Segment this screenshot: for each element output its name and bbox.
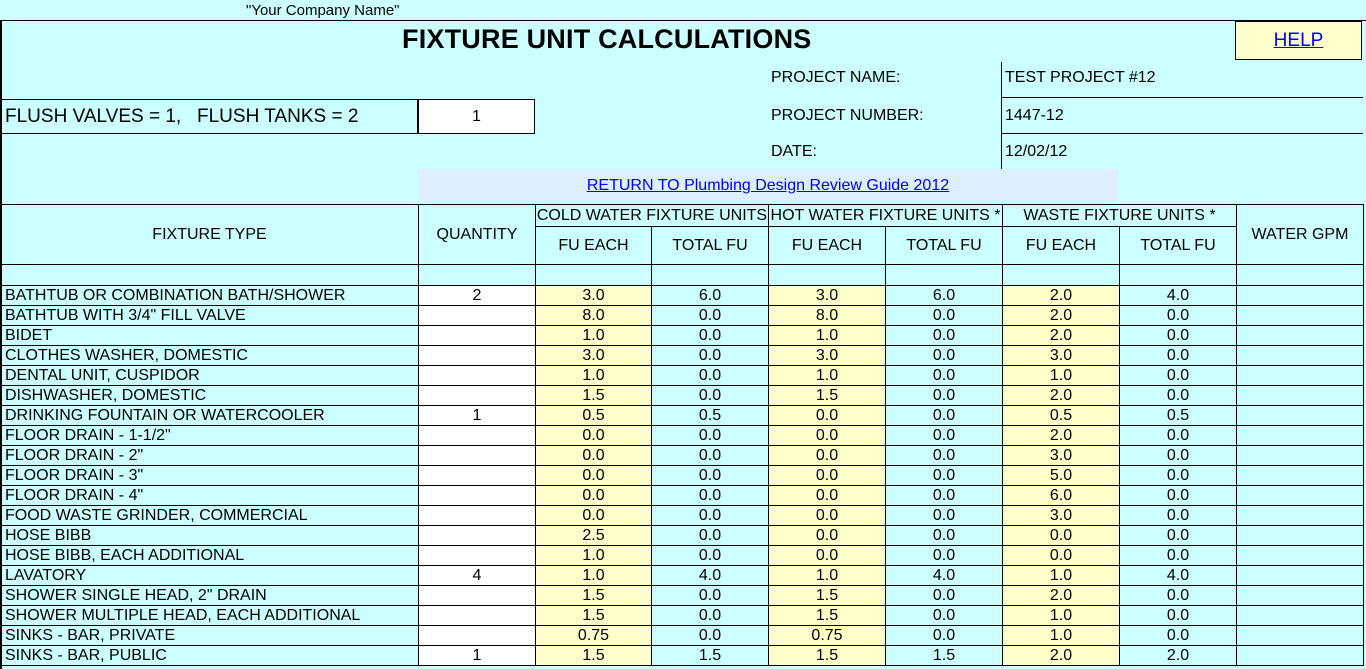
waste-fu-each[interactable]: 2.0: [1003, 426, 1120, 446]
table-row: [1, 446, 1364, 466]
water-gpm-cell: [1237, 366, 1364, 386]
hot-fu-each[interactable]: 0.0: [769, 526, 886, 546]
flush-label: FLUSH VALVES = 1, FLUSH TANKS = 2: [5, 106, 359, 127]
cold-fu-each[interactable]: 1.0: [536, 546, 652, 566]
table-row: [1, 606, 1364, 626]
quantity-input[interactable]: [419, 446, 536, 466]
hot-total-fu: 0.0: [886, 346, 1003, 366]
spacer-cell: [886, 265, 1003, 286]
water-gpm-cell: [1237, 426, 1364, 446]
cold-total-fu: 0.5: [652, 406, 769, 426]
hot-fu-each[interactable]: 1.5: [769, 606, 886, 626]
fixture-name: HOSE BIBB: [1, 526, 419, 546]
cold-fu-each[interactable]: 3.0: [536, 346, 652, 366]
cold-fu-each[interactable]: 1.5: [536, 386, 652, 406]
project-number-label: PROJECT NUMBER:: [771, 107, 924, 124]
waste-total-fu: 0.0: [1120, 386, 1237, 406]
fixture-name: SHOWER SINGLE HEAD, 2" DRAIN: [1, 586, 419, 606]
waste-total-fu: 0.0: [1120, 606, 1237, 626]
quantity-input[interactable]: [419, 366, 536, 386]
table-row: [1, 626, 1364, 646]
spacer-cell: [769, 265, 886, 286]
quantity-input[interactable]: [419, 426, 536, 446]
waste-fu-each[interactable]: 2.0: [1003, 646, 1120, 666]
waste-total-fu: 2.0: [1120, 646, 1237, 666]
fixture-name: FLOOR DRAIN - 4": [1, 486, 419, 506]
waste-fu-each[interactable]: 1.0: [1003, 626, 1120, 646]
table-row: [1, 286, 1364, 306]
flush-label-cell: [0, 99, 418, 134]
waste-total-fu: 0.0: [1120, 546, 1237, 566]
help-cell: [1235, 21, 1362, 60]
quantity-input[interactable]: [419, 386, 536, 406]
quantity-input[interactable]: 4: [419, 566, 536, 586]
quantity-header: QUANTITY: [419, 205, 536, 265]
project-name-label: PROJECT NAME:: [771, 69, 901, 86]
waste-fu-each[interactable]: 0.0: [1003, 546, 1120, 566]
fixture-name: CLOTHES WASHER, DOMESTIC: [1, 346, 419, 366]
waste-total-fu: 0.0: [1120, 586, 1237, 606]
hot-total-fu: 6.0: [886, 286, 1003, 306]
table-row: [1, 566, 1364, 586]
cold-fu-each[interactable]: 0.0: [536, 426, 652, 446]
water-gpm-cell: [1237, 606, 1364, 626]
cold-fu-each[interactable]: 1.0: [536, 566, 652, 586]
help-link[interactable]: HELP: [1273, 30, 1324, 51]
cold-fu-each[interactable]: 1.0: [536, 326, 652, 346]
hot-fu-each[interactable]: 1.5: [769, 386, 886, 406]
cold-total-fu: 0.0: [652, 306, 769, 326]
quantity-input[interactable]: 1: [419, 646, 536, 666]
hot-fu-each[interactable]: 0.75: [769, 626, 886, 646]
cold-fu-each[interactable]: 0.75: [536, 626, 652, 646]
cold-total-fu: 0.0: [652, 426, 769, 446]
waste-fu-each[interactable]: 3.0: [1003, 506, 1120, 526]
water-gpm-cell: [1237, 566, 1364, 586]
waste-total-fu: 0.0: [1120, 446, 1237, 466]
project-number-value[interactable]: 1447-12: [1005, 107, 1064, 124]
table-row: [1, 326, 1364, 346]
cold-total-fu: 0.0: [652, 346, 769, 366]
water-gpm-cell: [1237, 286, 1364, 306]
table-row: [1, 546, 1364, 566]
water-gpm-cell: [1237, 646, 1364, 666]
hot-total-fu: 0.0: [886, 326, 1003, 346]
spacer-cell: [419, 265, 536, 286]
quantity-input[interactable]: [419, 486, 536, 506]
quantity-input[interactable]: [419, 606, 536, 626]
table-row: [1, 346, 1364, 366]
cold-fu-each[interactable]: 1.5: [536, 646, 652, 666]
water-gpm-cell: [1237, 406, 1364, 426]
hot-fu-each[interactable]: 3.0: [769, 286, 886, 306]
waste-total-fu: 0.0: [1120, 466, 1237, 486]
hot-fu-each[interactable]: 0.0: [769, 506, 886, 526]
water-gpm-cell: [1237, 306, 1364, 326]
waste-total-fu: 0.5: [1120, 406, 1237, 426]
hot-fu-each[interactable]: 0.0: [769, 466, 886, 486]
quantity-input[interactable]: [419, 466, 536, 486]
fixture-name: SINKS - BAR, PRIVATE: [1, 626, 419, 646]
quantity-input[interactable]: [419, 546, 536, 566]
hot-fu-each[interactable]: 0.0: [769, 486, 886, 506]
waste-fu-each[interactable]: 6.0: [1003, 486, 1120, 506]
waste-fu-each[interactable]: 2.0: [1003, 326, 1120, 346]
quantity-input[interactable]: [419, 506, 536, 526]
waste-fu-each[interactable]: 2.0: [1003, 386, 1120, 406]
spacer-cell: [1, 265, 419, 286]
waste-fu-each[interactable]: 2.0: [1003, 286, 1120, 306]
hot-total-fu: 0.0: [886, 306, 1003, 326]
fixture-name: BATHTUB OR COMBINATION BATH/SHOWER: [1, 286, 419, 306]
table-row: [1, 406, 1364, 426]
hot-fu-each[interactable]: 1.5: [769, 646, 886, 666]
table-row: [1, 586, 1364, 606]
fixture-name: BATHTUB WITH 3/4" FILL VALVE: [1, 306, 419, 326]
waste-fu-each[interactable]: 3.0: [1003, 346, 1120, 366]
table-row: [1, 506, 1364, 526]
cold-fu-each[interactable]: 3.0: [536, 286, 652, 306]
cold-total-fu: 4.0: [652, 566, 769, 586]
quantity-input[interactable]: [419, 346, 536, 366]
cold-total-fu: 0.0: [652, 386, 769, 406]
waste-total-fu: 0.0: [1120, 326, 1237, 346]
hot-total-fu: 0.0: [886, 546, 1003, 566]
water-gpm-cell: [1237, 586, 1364, 606]
table-row: [1, 386, 1364, 406]
hot-fu-each-header: FU EACH: [769, 227, 886, 265]
cold-fu-each[interactable]: 1.5: [536, 586, 652, 606]
fixture-name: DRINKING FOUNTAIN OR WATERCOOLER: [1, 406, 419, 426]
waste-fu-each[interactable]: 2.0: [1003, 586, 1120, 606]
water-gpm-cell: [1237, 386, 1364, 406]
quantity-input[interactable]: [419, 586, 536, 606]
waste-fu-each[interactable]: 2.0: [1003, 306, 1120, 326]
waste-fu-each[interactable]: 0.0: [1003, 526, 1120, 546]
water-gpm-cell: [1237, 346, 1364, 366]
hot-total-fu: 0.0: [886, 366, 1003, 386]
water-gpm-cell: [1237, 526, 1364, 546]
fixture-name: SHOWER MULTIPLE HEAD, EACH ADDITIONAL: [1, 606, 419, 626]
waste-fu-each[interactable]: 1.0: [1003, 566, 1120, 586]
water-gpm-cell: [1237, 326, 1364, 346]
quantity-input[interactable]: [419, 306, 536, 326]
fixture-name: HOSE BIBB, EACH ADDITIONAL: [1, 546, 419, 566]
cold-fu-each[interactable]: 2.5: [536, 526, 652, 546]
hot-water-header: HOT WATER FIXTURE UNITS *: [769, 205, 1003, 227]
project-name-value[interactable]: TEST PROJECT #12: [1005, 69, 1156, 86]
waste-total-fu: 0.0: [1120, 306, 1237, 326]
company-name: "Your Company Name": [246, 2, 400, 19]
cold-total-fu: 0.0: [652, 586, 769, 606]
water-gpm-cell: [1237, 446, 1364, 466]
hot-total-fu: 0.0: [886, 626, 1003, 646]
hot-fu-each[interactable]: 1.0: [769, 566, 886, 586]
hot-fu-each[interactable]: 0.0: [769, 406, 886, 426]
hot-fu-each[interactable]: 1.0: [769, 326, 886, 346]
spacer-cell: [1120, 265, 1237, 286]
hot-total-fu: 0.0: [886, 586, 1003, 606]
hot-total-fu: 0.0: [886, 606, 1003, 626]
hot-total-fu: 0.0: [886, 386, 1003, 406]
spacer-cell: [1003, 265, 1120, 286]
fixture-name: DISHWASHER, DOMESTIC: [1, 386, 419, 406]
waste-total-fu: 0.0: [1120, 366, 1237, 386]
table-row: [1, 526, 1364, 546]
waste-total-fu: 0.0: [1120, 486, 1237, 506]
date-value[interactable]: 12/02/12: [1005, 143, 1068, 160]
cold-total-fu: 0.0: [652, 626, 769, 646]
hot-total-fu: 0.0: [886, 506, 1003, 526]
cold-total-fu: 0.0: [652, 546, 769, 566]
waste-fu-each[interactable]: 1.0: [1003, 606, 1120, 626]
waste-fu-each[interactable]: 0.5: [1003, 406, 1120, 426]
hot-total-fu: 0.0: [886, 446, 1003, 466]
table-row: [1, 366, 1364, 386]
waste-fu-each[interactable]: 5.0: [1003, 466, 1120, 486]
cold-total-fu: 0.0: [652, 446, 769, 466]
waste-total-fu: 0.0: [1120, 526, 1237, 546]
hot-fu-each[interactable]: 0.0: [769, 426, 886, 446]
cold-total-fu: 1.5: [652, 646, 769, 666]
water-gpm-cell: [1237, 486, 1364, 506]
date-label: DATE:: [771, 143, 817, 160]
hot-total-fu: 4.0: [886, 566, 1003, 586]
spacer-cell: [536, 265, 652, 286]
fixture-name: FLOOR DRAIN - 2": [1, 446, 419, 466]
cold-fu-each[interactable]: 0.0: [536, 506, 652, 526]
fixture-table: [0, 204, 1364, 666]
cold-fu-each-header: FU EACH: [536, 227, 652, 265]
flush-value-input[interactable]: 1: [418, 99, 535, 134]
cold-fu-each[interactable]: 8.0: [536, 306, 652, 326]
cold-total-fu-header: TOTAL FU: [652, 227, 769, 265]
quantity-input[interactable]: [419, 626, 536, 646]
sheet-top-border: [0, 20, 1366, 21]
table-row: [1, 306, 1364, 326]
fixture-name: FOOD WASTE GRINDER, COMMERCIAL: [1, 506, 419, 526]
cold-total-fu: 0.0: [652, 526, 769, 546]
hot-total-fu: 1.5: [886, 646, 1003, 666]
hot-fu-each[interactable]: 1.0: [769, 366, 886, 386]
hot-fu-each[interactable]: 3.0: [769, 346, 886, 366]
cold-water-header: COLD WATER FIXTURE UNITS: [536, 205, 769, 227]
waste-fu-each-header: FU EACH: [1003, 227, 1120, 265]
water-gpm-cell: [1237, 506, 1364, 526]
cold-fu-each[interactable]: 0.0: [536, 446, 652, 466]
cold-total-fu: 0.0: [652, 466, 769, 486]
return-bar: [418, 169, 1118, 202]
cold-total-fu: 6.0: [652, 286, 769, 306]
cold-fu-each[interactable]: 1.5: [536, 606, 652, 626]
table-row: [1, 426, 1364, 446]
waste-total-fu-header: TOTAL FU: [1120, 227, 1237, 265]
fixture-type-header: FIXTURE TYPE: [1, 205, 419, 265]
hot-total-fu: 0.0: [886, 466, 1003, 486]
water-gpm-cell: [1237, 626, 1364, 646]
fixture-name: DENTAL UNIT, CUSPIDOR: [1, 366, 419, 386]
hot-fu-each[interactable]: 0.0: [769, 446, 886, 466]
cold-fu-each[interactable]: 0.0: [536, 466, 652, 486]
hot-total-fu: 0.0: [886, 526, 1003, 546]
quantity-input[interactable]: 1: [419, 406, 536, 426]
spacer-cell: [652, 265, 769, 286]
water-gpm-cell: [1237, 546, 1364, 566]
waste-total-fu: 0.0: [1120, 506, 1237, 526]
spacer-cell: [1237, 265, 1364, 286]
fixture-name: SINKS - BAR, PUBLIC: [1, 646, 419, 666]
fixture-name: FLOOR DRAIN - 3": [1, 466, 419, 486]
hot-total-fu-header: TOTAL FU: [886, 227, 1003, 265]
water-gpm-header: WATER GPM: [1237, 205, 1364, 265]
cold-total-fu: 0.0: [652, 606, 769, 626]
quantity-input[interactable]: [419, 326, 536, 346]
cold-fu-each[interactable]: 0.5: [536, 406, 652, 426]
page-title: FIXTURE UNIT CALCULATIONS: [402, 24, 812, 54]
cold-total-fu: 0.0: [652, 326, 769, 346]
hot-total-fu: 0.0: [886, 486, 1003, 506]
spacer-row: [1, 265, 1364, 286]
cold-total-fu: 0.0: [652, 366, 769, 386]
fixture-name: BIDET: [1, 326, 419, 346]
hot-total-fu: 0.0: [886, 406, 1003, 426]
table-row: [1, 486, 1364, 506]
waste-total-fu: 0.0: [1120, 426, 1237, 446]
cold-fu-each[interactable]: 0.0: [536, 486, 652, 506]
hot-fu-each[interactable]: 0.0: [769, 546, 886, 566]
waste-fu-each[interactable]: 1.0: [1003, 366, 1120, 386]
hot-fu-each[interactable]: 8.0: [769, 306, 886, 326]
table-row: [1, 646, 1364, 666]
cold-total-fu: 0.0: [652, 506, 769, 526]
waste-total-fu: 4.0: [1120, 566, 1237, 586]
table-row: [1, 466, 1364, 486]
waste-total-fu: 0.0: [1120, 626, 1237, 646]
waste-header: WASTE FIXTURE UNITS *: [1003, 205, 1237, 227]
waste-fu-each[interactable]: 3.0: [1003, 446, 1120, 466]
fixture-name: LAVATORY: [1, 566, 419, 586]
cold-total-fu: 0.0: [652, 486, 769, 506]
cold-fu-each[interactable]: 1.0: [536, 366, 652, 386]
waste-total-fu: 4.0: [1120, 286, 1237, 306]
water-gpm-cell: [1237, 466, 1364, 486]
fixture-name: FLOOR DRAIN - 1-1/2": [1, 426, 419, 446]
quantity-input[interactable]: [419, 526, 536, 546]
hot-fu-each[interactable]: 1.5: [769, 586, 886, 606]
waste-total-fu: 0.0: [1120, 346, 1237, 366]
hot-total-fu: 0.0: [886, 426, 1003, 446]
return-link[interactable]: RETURN TO Plumbing Design Review Guide 2012: [586, 177, 950, 194]
quantity-input[interactable]: 2: [419, 286, 536, 306]
